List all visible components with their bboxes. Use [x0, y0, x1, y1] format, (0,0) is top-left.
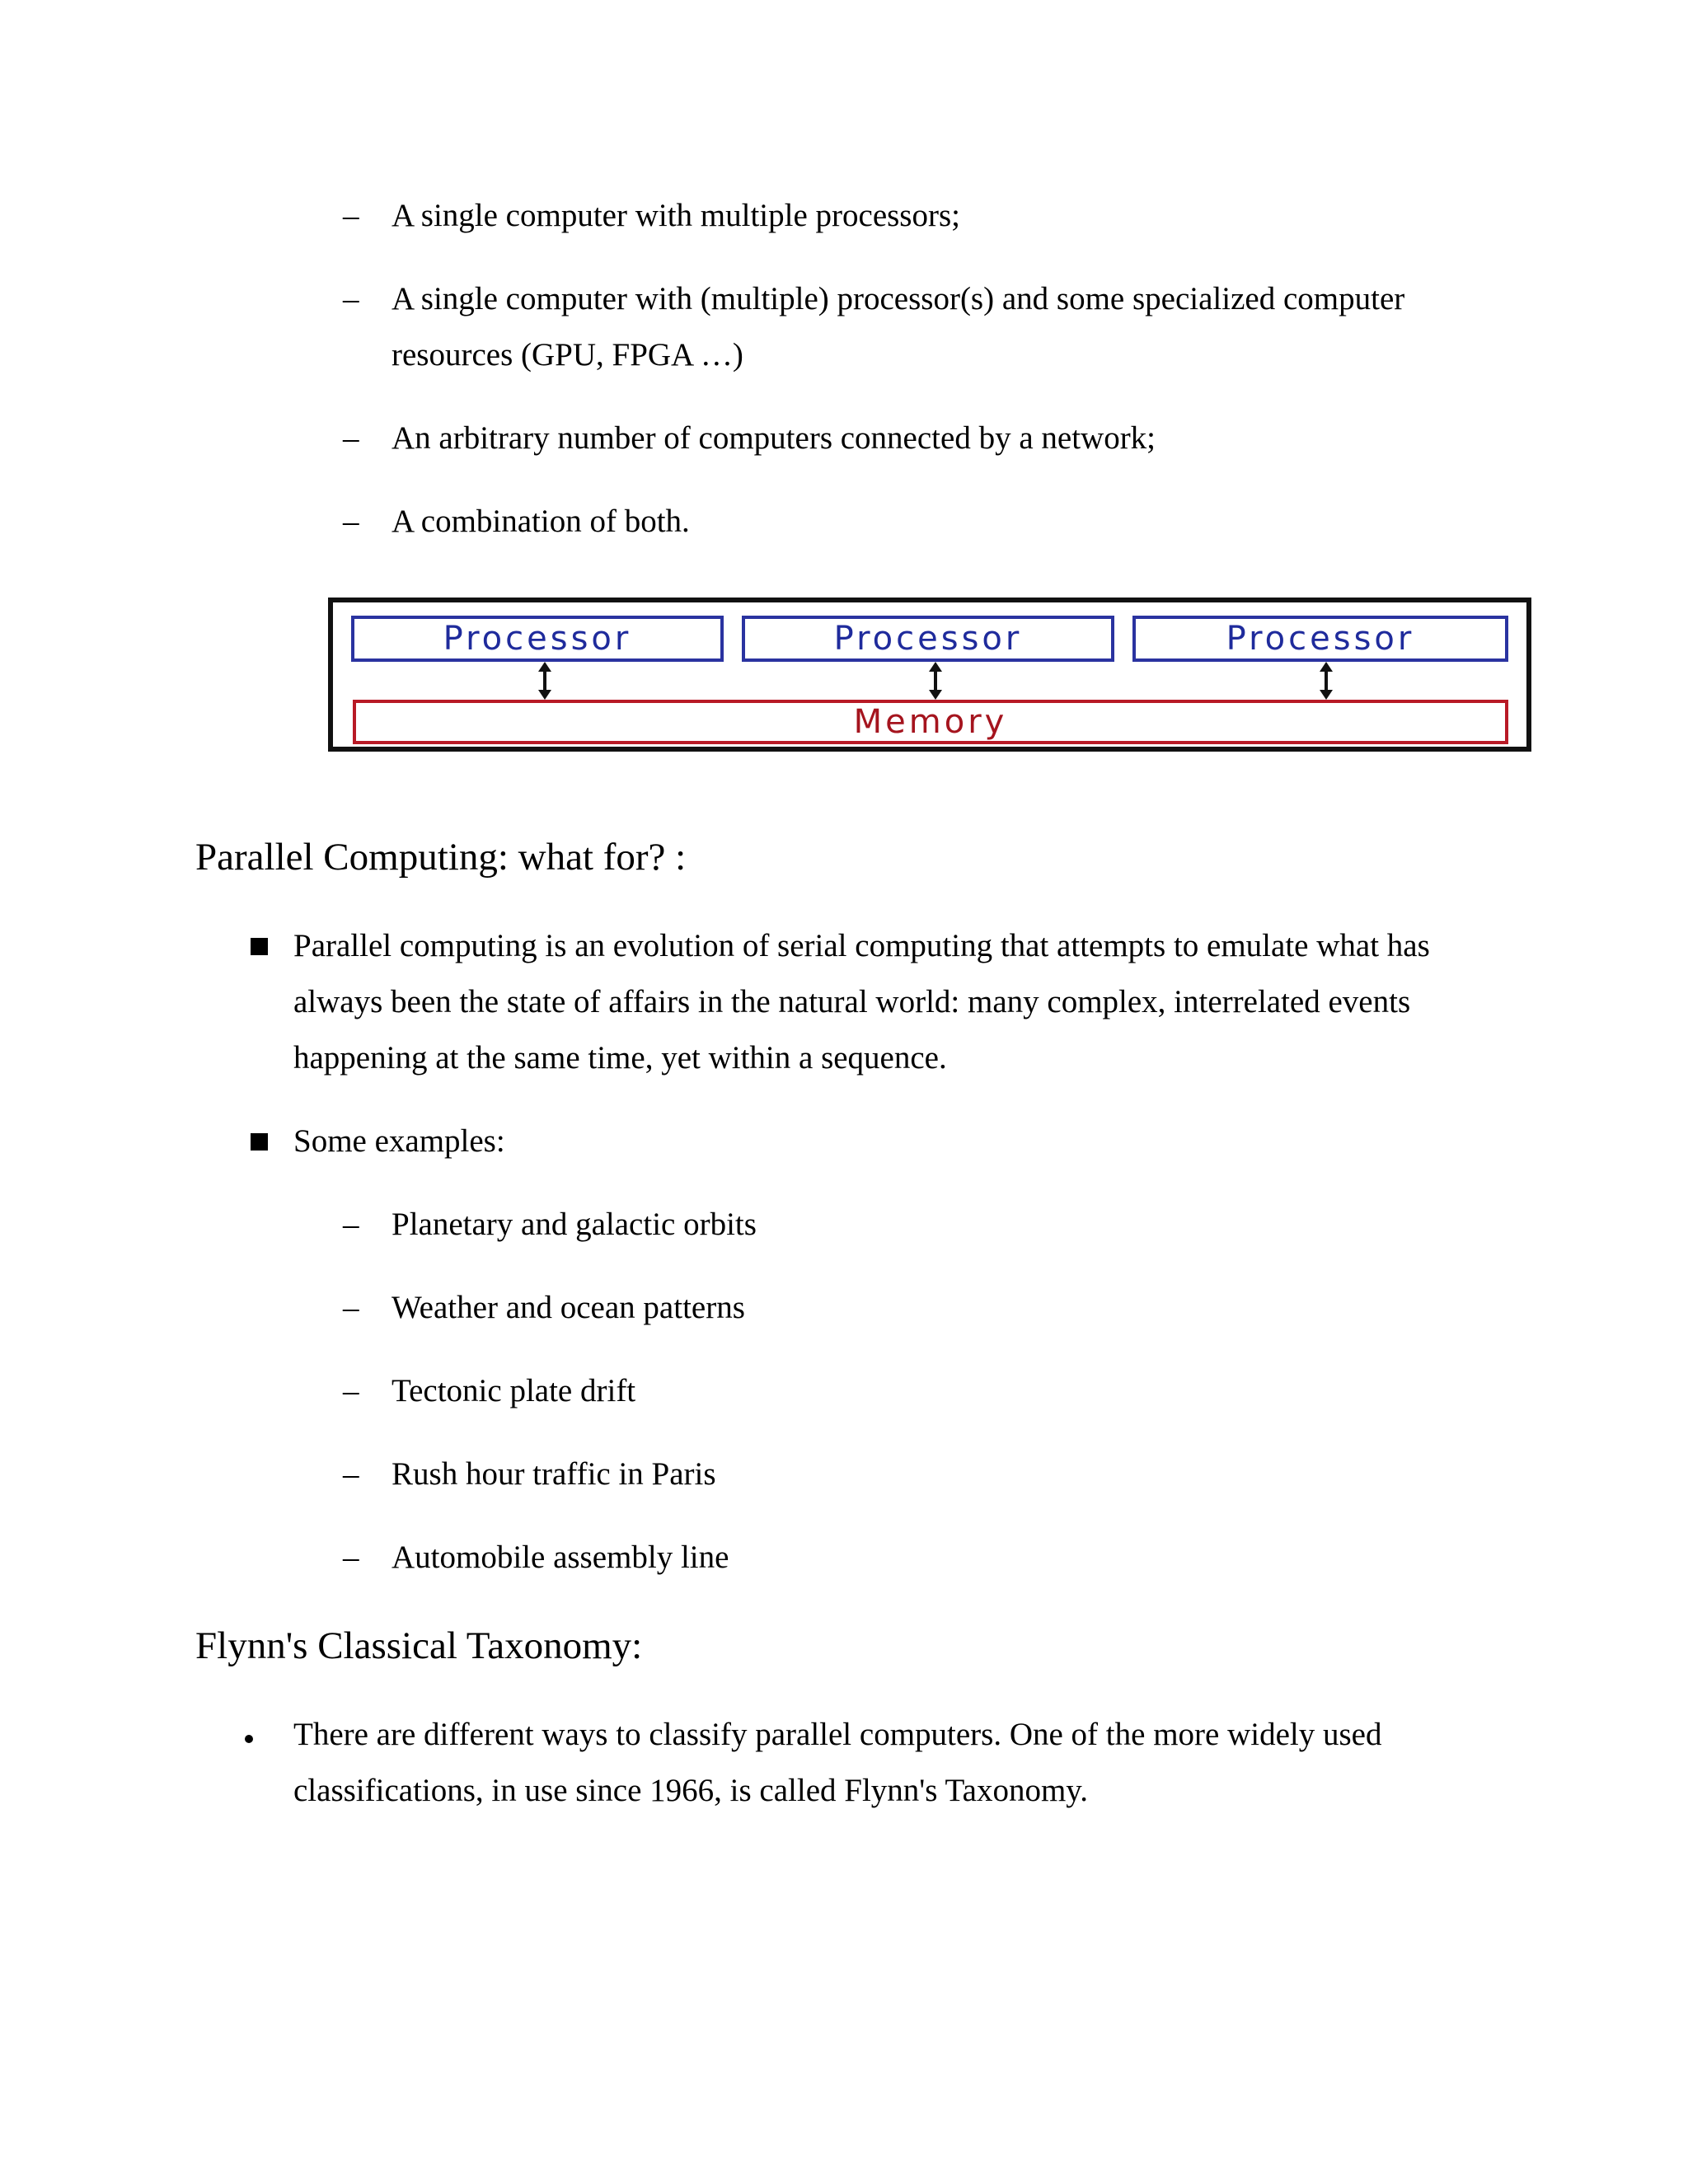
example-item: Rush hour traffic in Paris: [392, 1456, 716, 1492]
dash-marker: –: [343, 281, 359, 316]
bullet-text-continuation: classifications, in use since 1966, is called Flynn's Taxonomy.: [293, 1773, 1088, 1808]
bullet-text: There are different ways to classify parallel computers. One of the more widely used: [293, 1717, 1382, 1752]
example-item: Tectonic plate drift: [392, 1373, 636, 1408]
bullet-text-continuation: always been the state of affairs in the natural world: many complex, interrelated events: [293, 984, 1411, 1019]
square-bullet-icon: [251, 938, 268, 955]
processor-box: Processor: [742, 616, 1114, 662]
bullet-text: Some examples:: [293, 1123, 505, 1159]
dash-marker: –: [343, 198, 359, 233]
list-item: An arbitrary number of computers connected by a network;: [392, 420, 1156, 456]
dash-marker: –: [343, 1207, 359, 1242]
list-item: A combination of both.: [392, 504, 690, 539]
double-arrow-icon: [532, 660, 557, 701]
example-item: Weather and ocean patterns: [392, 1290, 745, 1325]
list-item-continuation: resources (GPU, FPGA …): [392, 337, 743, 373]
dash-marker: –: [343, 504, 359, 539]
section-heading-parallel-computing: Parallel Computing: what for? :: [195, 836, 687, 879]
double-arrow-icon: [923, 660, 948, 701]
square-bullet-icon: [251, 1133, 268, 1151]
example-item: Planetary and galactic orbits: [392, 1207, 757, 1242]
bullet-text: Parallel computing is an evolution of serial computing that attempts to emulate what has: [293, 928, 1430, 963]
processor-box: Processor: [351, 616, 724, 662]
bullet-text-continuation: happening at the same time, yet within a sequence.: [293, 1040, 947, 1076]
example-item: Automobile assembly line: [392, 1540, 729, 1575]
section-heading-flynn-taxonomy: Flynn's Classical Taxonomy:: [195, 1624, 643, 1667]
round-bullet-icon: [245, 1735, 253, 1743]
dash-marker: –: [343, 1540, 359, 1575]
dash-marker: –: [343, 1290, 359, 1325]
shared-memory-diagram: [328, 598, 1531, 752]
double-arrow-icon: [1314, 660, 1339, 701]
dash-marker: –: [343, 420, 359, 456]
processor-box: Processor: [1132, 616, 1508, 662]
dash-marker: –: [343, 1373, 359, 1408]
list-item: A single computer with (multiple) processor(s) and some specialized computer: [392, 281, 1405, 316]
list-item: A single computer with multiple processors;: [392, 198, 960, 233]
dash-marker: –: [343, 1456, 359, 1492]
memory-box: Memory: [353, 700, 1508, 744]
